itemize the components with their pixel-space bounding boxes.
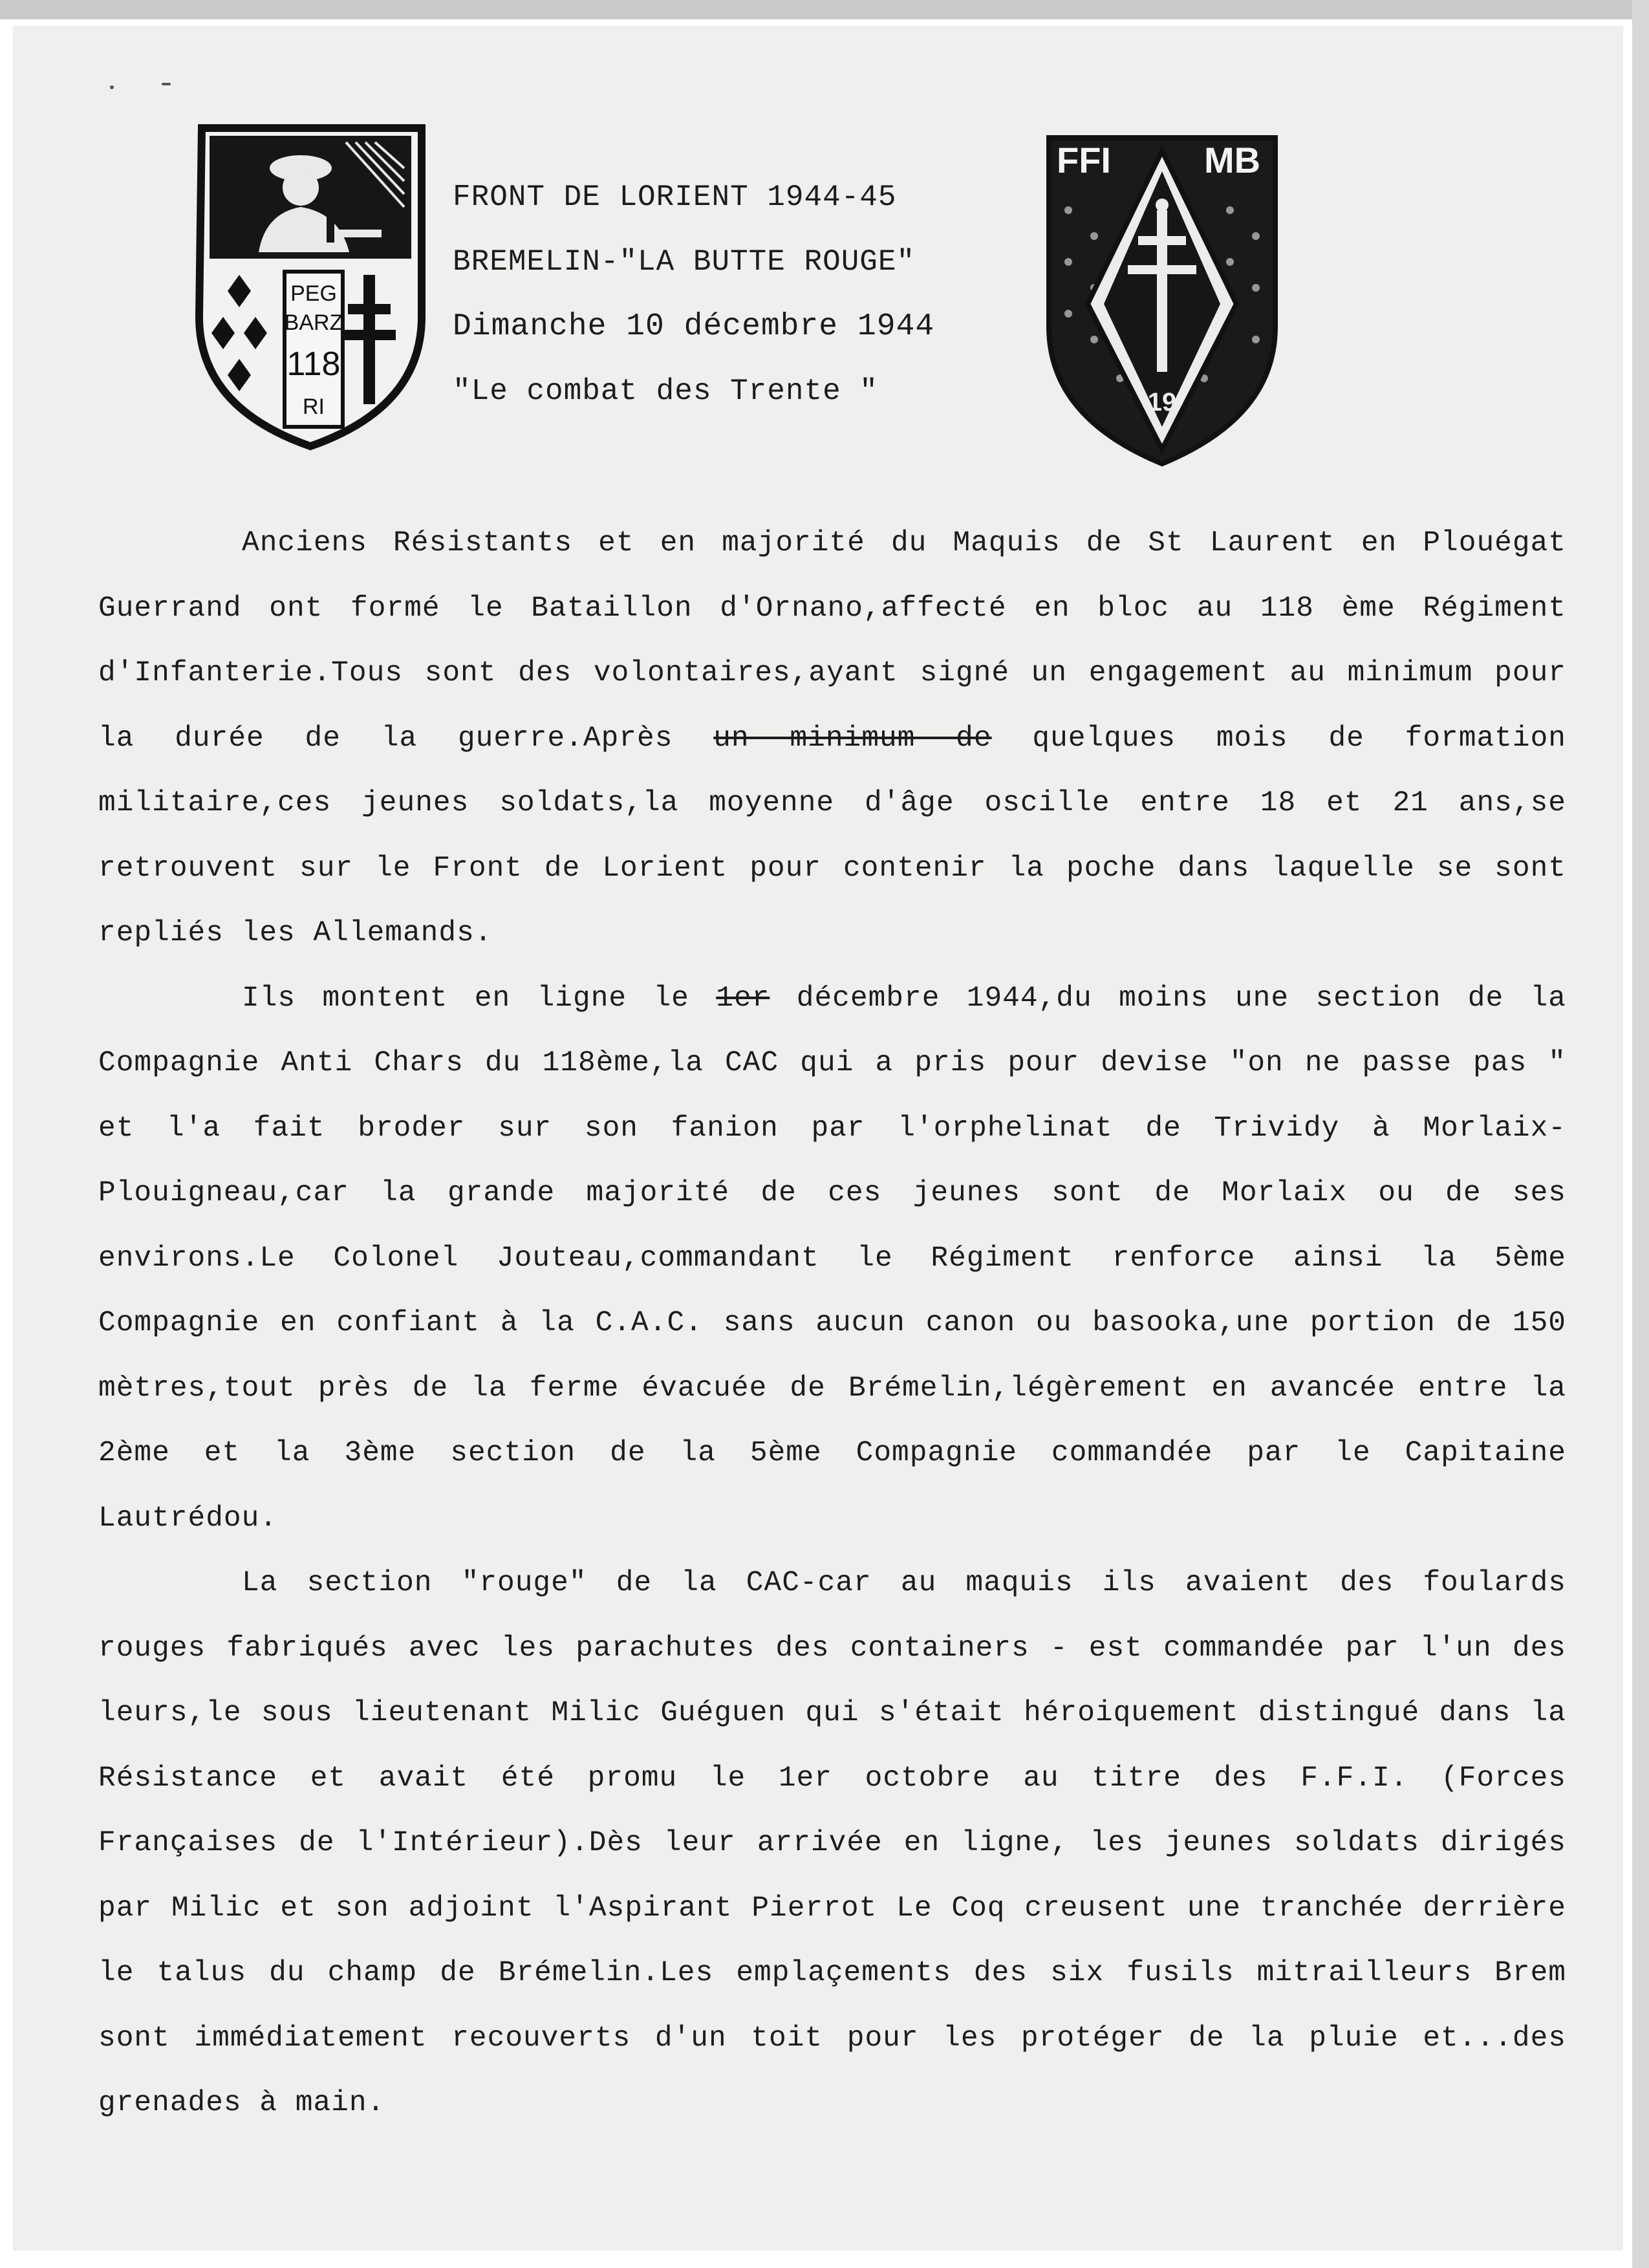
peg-barz-emblem	[194, 123, 427, 453]
svg-text:FFI: FFI	[1057, 140, 1111, 180]
paragraph-3-text: La section "rouge" de la CAC-car au maquis ils avaient des foulards rouges fabriqués avec les parachutes des containers - est commandée par l'un des leurs,le sous lieutenant Milic Guéguen qui s'était héroiquement distingué dans la Résistance et avait été promu le 1er octobre au titre des F.F.I. (Forces Françaises de l'Intérieur).Dès leur arrivée en ligne, les jeunes soldats dirigés par Milic et son adjoint l'Aspirant Pierrot Le Coq creusent une tranchée derrière le talus du champ de Brémelin.Les emplaçements des six fusils mitrailleurs Brem sont immédiatement recouverts d'un toit pour les protéger de la pluie et...des grenades à main.	[98, 1567, 1566, 2119]
paragraph-1	[98, 511, 1566, 966]
paragraph-2-start: Ils montent en ligne le	[242, 982, 689, 1015]
paragraph-2	[98, 966, 1566, 1551]
svg-text:118: 118	[286, 345, 341, 383]
scan-speck	[162, 83, 171, 85]
svg-text:BARZ: BARZ	[284, 310, 343, 335]
scan-speck	[110, 85, 114, 89]
header-location-line: BREMELIN-"LA BUTTE ROUGE"	[453, 245, 916, 279]
paragraph-2-text: décembre 1944,du moins une section de la Compagnie Anti Chars du 118ème,la CAC qui a pris pour devise "on ne passe pas " et l'a fait broder sur son fanion par l'orphelinat de Trividy à Morlaix-Plouigneau,car la grande majorité de ces jeunes sont de Morlaix ou de ses environs.Le Colonel Jouteau,commandant le Régiment renforce ainsi la 5ème Compagnie en confiant à la C.A.C. sans aucun canon ou basooka,une portion de 150 mètres,tout près de la ferme évacuée de Brémelin,légèrement en avancée entre la 2ème et la 3ème section de la 5ème Compagnie commandée par le Capitaine Lautrédou.	[98, 982, 1566, 1535]
paragraph-1-text-end: quelques mois de formation militaire,ces jeunes soldats,la moyenne d'âge oscille entre 18 et 21 ans,se retrouvent sur le Front de Lorient pour contenir la poche dans laquelle se sont repliés les Allemands.	[98, 722, 1566, 949]
header-subtitle-line: "Le combat des Trente "	[453, 374, 878, 408]
document-header	[453, 165, 1035, 424]
scan-top-border	[0, 0, 1649, 19]
paragraph-1-text: Anciens Résistants et en majorité du Maquis de St Laurent en Plouégat Guerrand ont formé le Bataillon d'Ornano,affecté en bloc au 118 ème Régiment d'Infanterie.Tous sont des volontaires,ayant signé un engagement au minimum pour la durée de la guerre.Après	[98, 527, 1566, 755]
svg-text:19: 19	[1147, 388, 1177, 416]
header-date-line: Dimanche 10 décembre 1944	[453, 309, 935, 344]
paragraph-3	[98, 1551, 1566, 2136]
ffi-mb-emblem	[1042, 133, 1282, 469]
scan-right-border	[1632, 0, 1649, 2268]
svg-text:RI: RI	[303, 394, 325, 419]
struck-out-date: 1er	[716, 982, 770, 1015]
svg-text:MB: MB	[1204, 140, 1261, 180]
document-body	[98, 511, 1566, 2136]
header-title-line: FRONT DE LORIENT 1944-45	[453, 180, 897, 214]
struck-out-text: un minimum de	[713, 722, 992, 755]
svg-text:PEG: PEG	[290, 281, 337, 306]
